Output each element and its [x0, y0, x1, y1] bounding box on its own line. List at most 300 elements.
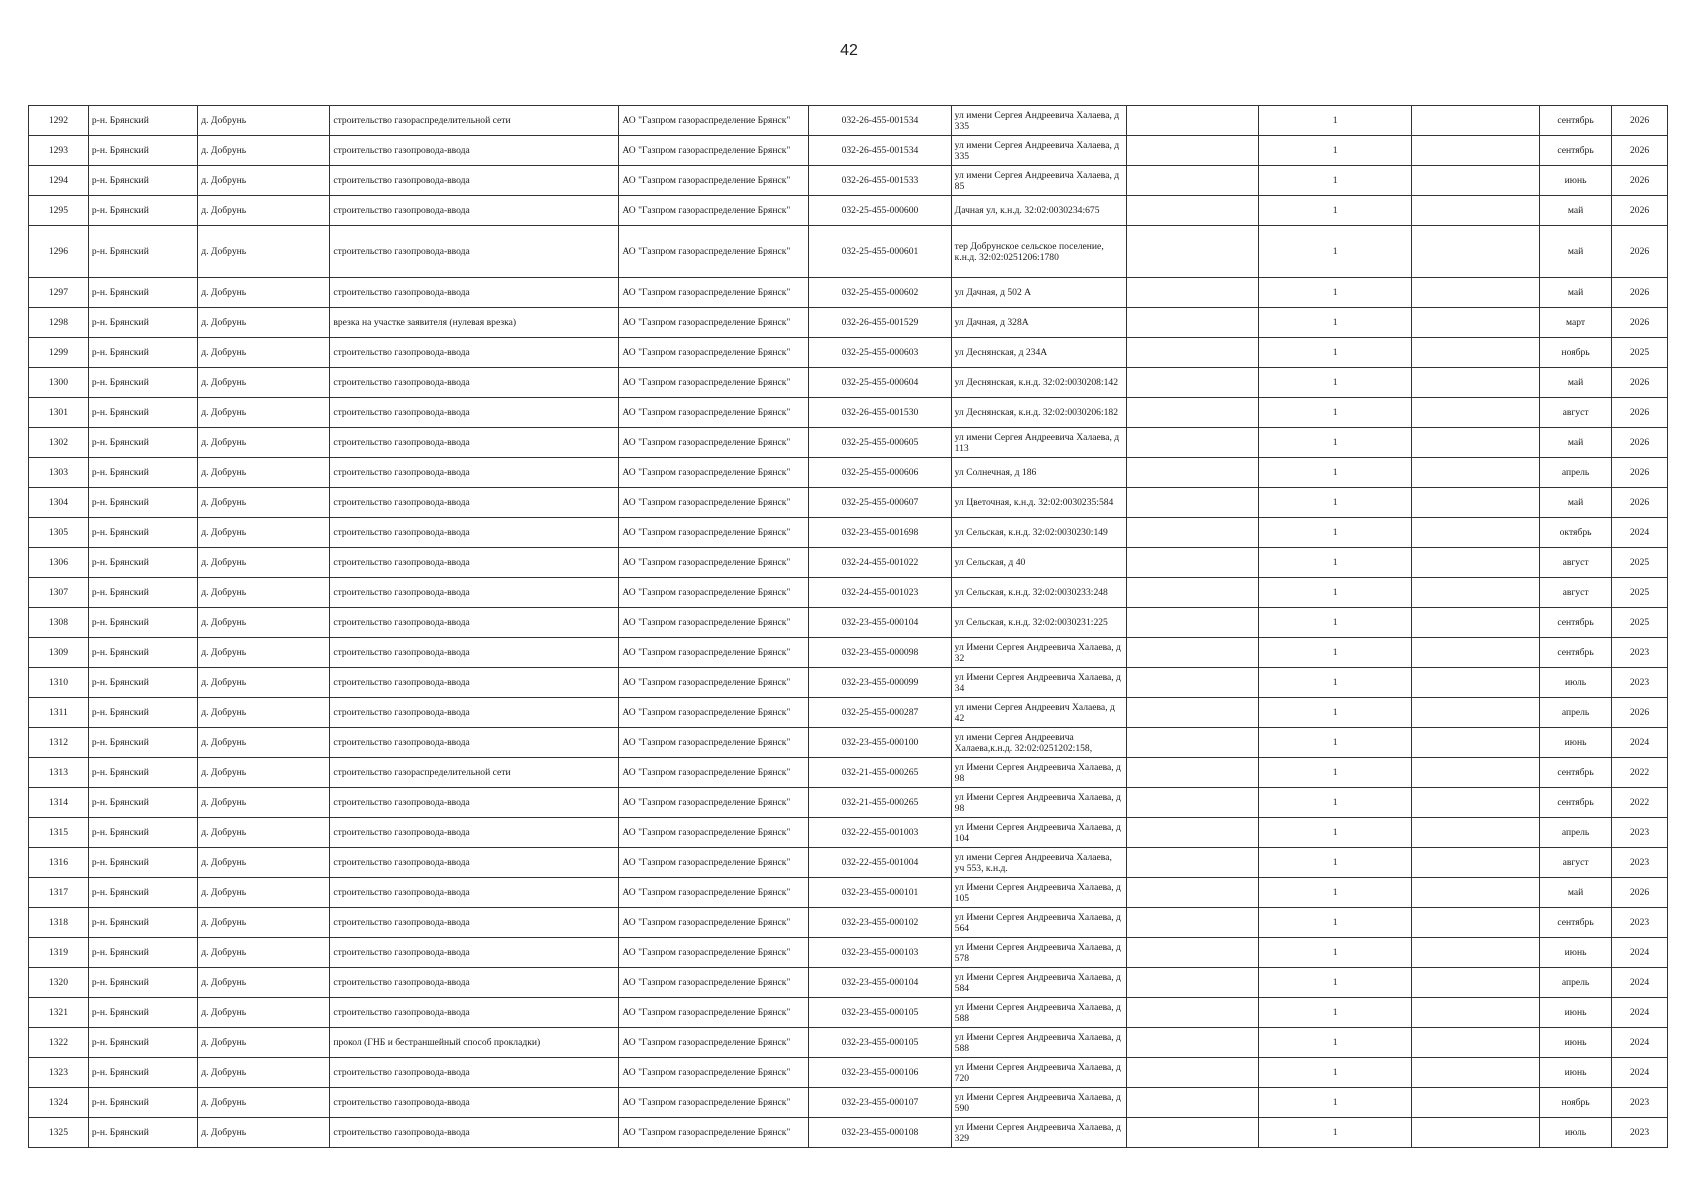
district-cell: р-н. Брянский — [88, 548, 197, 578]
month-cell: август — [1539, 548, 1611, 578]
count-cell: 1 — [1259, 668, 1412, 698]
address-cell: ул Имени Сергея Андреевича Халаева, д 104 — [951, 818, 1126, 848]
locality-cell: д. Добрунь — [198, 698, 330, 728]
address-cell: ул Дачная, д 502 А — [951, 278, 1126, 308]
count-cell: 1 — [1259, 278, 1412, 308]
year-cell: 2022 — [1612, 788, 1668, 818]
locality-cell: д. Добрунь — [198, 668, 330, 698]
address-cell: ул Цветочная, к.н.д. 32:02:0030235:584 — [951, 488, 1126, 518]
count-cell: 1 — [1259, 308, 1412, 338]
row-number: 1315 — [29, 818, 89, 848]
application-code-cell: 032-23-455-000099 — [809, 668, 951, 698]
month-cell: апрель — [1539, 968, 1611, 998]
application-code-cell: 032-22-455-001003 — [809, 818, 951, 848]
year-cell: 2026 — [1612, 196, 1668, 226]
row-number: 1317 — [29, 878, 89, 908]
year-cell: 2023 — [1612, 818, 1668, 848]
work-type-cell: строительство газопровода-ввода — [330, 788, 619, 818]
count-cell: 1 — [1259, 488, 1412, 518]
empty-cell — [1127, 878, 1259, 908]
empty-cell — [1127, 166, 1259, 196]
count-cell: 1 — [1259, 788, 1412, 818]
locality-cell: д. Добрунь — [198, 308, 330, 338]
month-cell: июнь — [1539, 166, 1611, 196]
application-code-cell: 032-26-455-001534 — [809, 106, 951, 136]
month-cell: июнь — [1539, 938, 1611, 968]
address-cell: ул Имени Сергея Андреевича Халаева, д 720 — [951, 1058, 1126, 1088]
work-type-cell: строительство газопровода-ввода — [330, 548, 619, 578]
table-row — [29, 698, 1668, 728]
row-number: 1294 — [29, 166, 89, 196]
year-cell: 2024 — [1612, 968, 1668, 998]
table-row — [29, 818, 1668, 848]
table-body — [29, 106, 1668, 1148]
address-cell: ул Имени Сергея Андреевича Халаева, д 584 — [951, 968, 1126, 998]
empty-cell — [1411, 1028, 1539, 1058]
empty-cell — [1127, 818, 1259, 848]
empty-cell — [1411, 878, 1539, 908]
table-row — [29, 998, 1668, 1028]
table-row — [29, 578, 1668, 608]
month-cell: сентябрь — [1539, 758, 1611, 788]
work-type-cell: строительство газопровода-ввода — [330, 488, 619, 518]
locality-cell: д. Добрунь — [198, 548, 330, 578]
row-number: 1323 — [29, 1058, 89, 1088]
empty-cell — [1127, 338, 1259, 368]
locality-cell: д. Добрунь — [198, 608, 330, 638]
address-cell: ул Деснянская, д 234А — [951, 338, 1126, 368]
application-code-cell: 032-22-455-001004 — [809, 848, 951, 878]
year-cell: 2023 — [1612, 1088, 1668, 1118]
table-row — [29, 106, 1668, 136]
count-cell: 1 — [1259, 548, 1412, 578]
locality-cell: д. Добрунь — [198, 638, 330, 668]
address-cell: ул имени Сергея Андреевича Халаева, д 335 — [951, 136, 1126, 166]
year-cell: 2025 — [1612, 578, 1668, 608]
page-number: 42 — [840, 42, 858, 59]
empty-cell — [1127, 428, 1259, 458]
table-row — [29, 488, 1668, 518]
empty-cell — [1411, 668, 1539, 698]
work-type-cell: строительство газопровода-ввода — [330, 368, 619, 398]
district-cell: р-н. Брянский — [88, 728, 197, 758]
count-cell: 1 — [1259, 908, 1412, 938]
row-number: 1302 — [29, 428, 89, 458]
empty-cell — [1127, 668, 1259, 698]
year-cell: 2026 — [1612, 226, 1668, 278]
work-type-cell: строительство газопровода-ввода — [330, 1118, 619, 1148]
district-cell: р-н. Брянский — [88, 608, 197, 638]
empty-cell — [1411, 428, 1539, 458]
organization-cell: АО "Газпром газораспределение Брянск" — [619, 278, 809, 308]
organization-cell: АО "Газпром газораспределение Брянск" — [619, 368, 809, 398]
row-number: 1308 — [29, 608, 89, 638]
application-code-cell: 032-23-455-001698 — [809, 518, 951, 548]
year-cell: 2026 — [1612, 488, 1668, 518]
empty-cell — [1411, 136, 1539, 166]
row-number: 1307 — [29, 578, 89, 608]
table-row — [29, 638, 1668, 668]
address-cell: ул имени Сергея Андреевича Халаева, д 113 — [951, 428, 1126, 458]
empty-cell — [1411, 518, 1539, 548]
locality-cell: д. Добрунь — [198, 398, 330, 428]
district-cell: р-н. Брянский — [88, 1058, 197, 1088]
work-type-cell: строительство газопровода-ввода — [330, 1058, 619, 1088]
month-cell: май — [1539, 368, 1611, 398]
empty-cell — [1411, 848, 1539, 878]
locality-cell: д. Добрунь — [198, 788, 330, 818]
application-code-cell: 032-26-455-001530 — [809, 398, 951, 428]
year-cell: 2026 — [1612, 428, 1668, 458]
count-cell: 1 — [1259, 1088, 1412, 1118]
table-row — [29, 278, 1668, 308]
work-type-cell: строительство газопровода-ввода — [330, 608, 619, 638]
table-row — [29, 196, 1668, 226]
work-type-cell: строительство газопровода-ввода — [330, 968, 619, 998]
locality-cell: д. Добрунь — [198, 938, 330, 968]
empty-cell — [1127, 196, 1259, 226]
table-row — [29, 908, 1668, 938]
organization-cell: АО "Газпром газораспределение Брянск" — [619, 818, 809, 848]
month-cell: сентябрь — [1539, 638, 1611, 668]
month-cell: ноябрь — [1539, 338, 1611, 368]
empty-cell — [1127, 698, 1259, 728]
district-cell: р-н. Брянский — [88, 136, 197, 166]
table-row — [29, 968, 1668, 998]
count-cell: 1 — [1259, 878, 1412, 908]
work-type-cell: строительство газопровода-ввода — [330, 818, 619, 848]
empty-cell — [1127, 488, 1259, 518]
empty-cell — [1127, 578, 1259, 608]
locality-cell: д. Добрунь — [198, 1058, 330, 1088]
address-cell: ул Сельская, к.н.д. 32:02:0030231:225 — [951, 608, 1126, 638]
address-cell: ул Деснянская, к.н.д. 32:02:0030206:182 — [951, 398, 1126, 428]
address-cell: ул Имени Сергея Андреевича Халаева, д 329 — [951, 1118, 1126, 1148]
address-cell: ул Сельская, к.н.д. 32:02:0030233:248 — [951, 578, 1126, 608]
organization-cell: АО "Газпром газораспределение Брянск" — [619, 788, 809, 818]
address-cell: ул имени Сергея Андреевича Халаева, д 85 — [951, 166, 1126, 196]
count-cell: 1 — [1259, 226, 1412, 278]
year-cell: 2026 — [1612, 308, 1668, 338]
empty-cell — [1127, 758, 1259, 788]
district-cell: р-н. Брянский — [88, 308, 197, 338]
organization-cell: АО "Газпром газораспределение Брянск" — [619, 428, 809, 458]
organization-cell: АО "Газпром газораспределение Брянск" — [619, 848, 809, 878]
application-code-cell: 032-25-455-000604 — [809, 368, 951, 398]
year-cell: 2023 — [1612, 668, 1668, 698]
application-code-cell: 032-23-455-000104 — [809, 608, 951, 638]
locality-cell: д. Добрунь — [198, 106, 330, 136]
work-type-cell: строительство газопровода-ввода — [330, 998, 619, 1028]
schedule-table — [28, 105, 1668, 1148]
empty-cell — [1411, 488, 1539, 518]
empty-cell — [1411, 698, 1539, 728]
district-cell: р-н. Брянский — [88, 428, 197, 458]
organization-cell: АО "Газпром газораспределение Брянск" — [619, 488, 809, 518]
row-number: 1298 — [29, 308, 89, 338]
count-cell: 1 — [1259, 368, 1412, 398]
count-cell: 1 — [1259, 398, 1412, 428]
table-row — [29, 166, 1668, 196]
address-cell: ул Имени Сергея Андреевича Халаева, д 564 — [951, 908, 1126, 938]
year-cell: 2024 — [1612, 518, 1668, 548]
organization-cell: АО "Газпром газораспределение Брянск" — [619, 938, 809, 968]
row-number: 1299 — [29, 338, 89, 368]
empty-cell — [1411, 968, 1539, 998]
table-row — [29, 1058, 1668, 1088]
empty-cell — [1411, 578, 1539, 608]
work-type-cell: строительство газопровода-ввода — [330, 878, 619, 908]
year-cell: 2026 — [1612, 368, 1668, 398]
application-code-cell: 032-23-455-000100 — [809, 728, 951, 758]
count-cell: 1 — [1259, 338, 1412, 368]
organization-cell: АО "Газпром газораспределение Брянск" — [619, 968, 809, 998]
row-number: 1304 — [29, 488, 89, 518]
organization-cell: АО "Газпром газораспределение Брянск" — [619, 998, 809, 1028]
table-row — [29, 428, 1668, 458]
year-cell: 2023 — [1612, 908, 1668, 938]
row-number: 1324 — [29, 1088, 89, 1118]
locality-cell: д. Добрунь — [198, 428, 330, 458]
application-code-cell: 032-24-455-001023 — [809, 578, 951, 608]
application-code-cell: 032-25-455-000600 — [809, 196, 951, 226]
application-code-cell: 032-26-455-001529 — [809, 308, 951, 338]
application-code-cell: 032-25-455-000601 — [809, 226, 951, 278]
empty-cell — [1411, 548, 1539, 578]
address-cell: ул Сельская, к.н.д. 32:02:0030230:149 — [951, 518, 1126, 548]
row-number: 1305 — [29, 518, 89, 548]
empty-cell — [1127, 908, 1259, 938]
row-number: 1322 — [29, 1028, 89, 1058]
work-type-cell: строительство газопровода-ввода — [330, 728, 619, 758]
row-number: 1309 — [29, 638, 89, 668]
address-cell: ул имени Сергея Андреевича Халаева, д 335 — [951, 106, 1126, 136]
locality-cell: д. Добрунь — [198, 848, 330, 878]
count-cell: 1 — [1259, 968, 1412, 998]
work-type-cell: строительство газопровода-ввода — [330, 638, 619, 668]
empty-cell — [1411, 788, 1539, 818]
locality-cell: д. Добрунь — [198, 908, 330, 938]
empty-cell — [1127, 848, 1259, 878]
table-row — [29, 878, 1668, 908]
district-cell: р-н. Брянский — [88, 788, 197, 818]
row-number: 1319 — [29, 938, 89, 968]
organization-cell: АО "Газпром газораспределение Брянск" — [619, 668, 809, 698]
count-cell: 1 — [1259, 578, 1412, 608]
count-cell: 1 — [1259, 428, 1412, 458]
count-cell: 1 — [1259, 998, 1412, 1028]
count-cell: 1 — [1259, 1058, 1412, 1088]
empty-cell — [1411, 368, 1539, 398]
work-type-cell: прокол (ГНБ и бестраншейный способ прокладки) — [330, 1028, 619, 1058]
organization-cell: АО "Газпром газораспределение Брянск" — [619, 398, 809, 428]
table-row — [29, 458, 1668, 488]
month-cell: сентябрь — [1539, 788, 1611, 818]
empty-cell — [1411, 1088, 1539, 1118]
empty-cell — [1411, 338, 1539, 368]
month-cell: май — [1539, 226, 1611, 278]
locality-cell: д. Добрунь — [198, 196, 330, 226]
address-cell: ул Имени Сергея Андреевича Халаева, д 32 — [951, 638, 1126, 668]
locality-cell: д. Добрунь — [198, 488, 330, 518]
application-code-cell: 032-25-455-000606 — [809, 458, 951, 488]
row-number: 1325 — [29, 1118, 89, 1148]
application-code-cell: 032-23-455-000105 — [809, 998, 951, 1028]
row-number: 1297 — [29, 278, 89, 308]
district-cell: р-н. Брянский — [88, 998, 197, 1028]
locality-cell: д. Добрунь — [198, 758, 330, 788]
district-cell: р-н. Брянский — [88, 1118, 197, 1148]
application-code-cell: 032-23-455-000105 — [809, 1028, 951, 1058]
year-cell: 2025 — [1612, 338, 1668, 368]
month-cell: май — [1539, 488, 1611, 518]
district-cell: р-н. Брянский — [88, 1028, 197, 1058]
locality-cell: д. Добрунь — [198, 368, 330, 398]
application-code-cell: 032-25-455-000602 — [809, 278, 951, 308]
year-cell: 2023 — [1612, 638, 1668, 668]
address-cell: ул Имени Сергея Андреевича Халаева, д 34 — [951, 668, 1126, 698]
empty-cell — [1127, 136, 1259, 166]
organization-cell: АО "Газпром газораспределение Брянск" — [619, 308, 809, 338]
year-cell: 2026 — [1612, 398, 1668, 428]
address-cell: ул Имени Сергея Андреевича Халаева, д 588 — [951, 998, 1126, 1028]
month-cell: май — [1539, 878, 1611, 908]
empty-cell — [1411, 938, 1539, 968]
locality-cell: д. Добрунь — [198, 166, 330, 196]
count-cell: 1 — [1259, 106, 1412, 136]
application-code-cell: 032-23-455-000108 — [809, 1118, 951, 1148]
table-row — [29, 368, 1668, 398]
locality-cell: д. Добрунь — [198, 578, 330, 608]
empty-cell — [1127, 638, 1259, 668]
organization-cell: АО "Газпром газораспределение Брянск" — [619, 638, 809, 668]
district-cell: р-н. Брянский — [88, 908, 197, 938]
row-number: 1318 — [29, 908, 89, 938]
row-number: 1321 — [29, 998, 89, 1028]
table-row — [29, 548, 1668, 578]
district-cell: р-н. Брянский — [88, 968, 197, 998]
year-cell: 2023 — [1612, 1118, 1668, 1148]
organization-cell: АО "Газпром газораспределение Брянск" — [619, 758, 809, 788]
work-type-cell: строительство газопровода-ввода — [330, 698, 619, 728]
month-cell: май — [1539, 428, 1611, 458]
address-cell: ул Сельская, д 40 — [951, 548, 1126, 578]
organization-cell: АО "Газпром газораспределение Брянск" — [619, 136, 809, 166]
address-cell: тер Добрунское сельское поселение, к.н.д. 32:02:0251206:1780 — [951, 226, 1126, 278]
locality-cell: д. Добрунь — [198, 136, 330, 166]
table-row — [29, 308, 1668, 338]
organization-cell: АО "Газпром газораспределение Брянск" — [619, 338, 809, 368]
row-number: 1293 — [29, 136, 89, 166]
row-number: 1296 — [29, 226, 89, 278]
empty-cell — [1411, 278, 1539, 308]
count-cell: 1 — [1259, 166, 1412, 196]
district-cell: р-н. Брянский — [88, 458, 197, 488]
work-type-cell: строительство газопровода-ввода — [330, 398, 619, 428]
work-type-cell: строительство газораспределительной сети — [330, 106, 619, 136]
work-type-cell: строительство газопровода-ввода — [330, 458, 619, 488]
month-cell: август — [1539, 848, 1611, 878]
year-cell: 2026 — [1612, 458, 1668, 488]
count-cell: 1 — [1259, 818, 1412, 848]
month-cell: июнь — [1539, 998, 1611, 1028]
table-row — [29, 398, 1668, 428]
district-cell: р-н. Брянский — [88, 578, 197, 608]
empty-cell — [1411, 1118, 1539, 1148]
address-cell: ул Деснянская, к.н.д. 32:02:0030208:142 — [951, 368, 1126, 398]
empty-cell — [1411, 1058, 1539, 1088]
table-row — [29, 848, 1668, 878]
work-type-cell: строительство газопровода-ввода — [330, 668, 619, 698]
month-cell: октябрь — [1539, 518, 1611, 548]
count-cell: 1 — [1259, 698, 1412, 728]
application-code-cell: 032-25-455-000605 — [809, 428, 951, 458]
organization-cell: АО "Газпром газораспределение Брянск" — [619, 1028, 809, 1058]
district-cell: р-н. Брянский — [88, 106, 197, 136]
empty-cell — [1127, 968, 1259, 998]
locality-cell: д. Добрунь — [198, 1088, 330, 1118]
table-row — [29, 1088, 1668, 1118]
row-number: 1301 — [29, 398, 89, 428]
month-cell: сентябрь — [1539, 136, 1611, 166]
work-type-cell: строительство газопровода-ввода — [330, 428, 619, 458]
application-code-cell: 032-25-455-000607 — [809, 488, 951, 518]
district-cell: р-н. Брянский — [88, 166, 197, 196]
organization-cell: АО "Газпром газораспределение Брянск" — [619, 518, 809, 548]
locality-cell: д. Добрунь — [198, 278, 330, 308]
organization-cell: АО "Газпром газораспределение Брянск" — [619, 608, 809, 638]
empty-cell — [1127, 1028, 1259, 1058]
year-cell: 2026 — [1612, 878, 1668, 908]
count-cell: 1 — [1259, 1118, 1412, 1148]
address-cell: ул Солнечная, д 186 — [951, 458, 1126, 488]
table-row — [29, 226, 1668, 278]
locality-cell: д. Добрунь — [198, 338, 330, 368]
locality-cell: д. Добрунь — [198, 968, 330, 998]
empty-cell — [1411, 998, 1539, 1028]
organization-cell: АО "Газпром газораспределение Брянск" — [619, 878, 809, 908]
table-row — [29, 136, 1668, 166]
month-cell: март — [1539, 308, 1611, 338]
work-type-cell: строительство газопровода-ввода — [330, 518, 619, 548]
month-cell: август — [1539, 398, 1611, 428]
district-cell: р-н. Брянский — [88, 398, 197, 428]
organization-cell: АО "Газпром газораспределение Брянск" — [619, 106, 809, 136]
month-cell: август — [1539, 578, 1611, 608]
month-cell: апрель — [1539, 458, 1611, 488]
empty-cell — [1127, 1058, 1259, 1088]
district-cell: р-н. Брянский — [88, 878, 197, 908]
month-cell: сентябрь — [1539, 608, 1611, 638]
empty-cell — [1411, 458, 1539, 488]
year-cell: 2025 — [1612, 548, 1668, 578]
application-code-cell: 032-23-455-000106 — [809, 1058, 951, 1088]
month-cell: июнь — [1539, 1058, 1611, 1088]
district-cell: р-н. Брянский — [88, 196, 197, 226]
district-cell: р-н. Брянский — [88, 226, 197, 278]
work-type-cell: строительство газораспределительной сети — [330, 758, 619, 788]
month-cell: апрель — [1539, 818, 1611, 848]
locality-cell: д. Добрунь — [198, 1028, 330, 1058]
locality-cell: д. Добрунь — [198, 998, 330, 1028]
work-type-cell: строительство газопровода-ввода — [330, 166, 619, 196]
application-code-cell: 032-21-455-000265 — [809, 788, 951, 818]
year-cell: 2026 — [1612, 136, 1668, 166]
organization-cell: АО "Газпром газораспределение Брянск" — [619, 698, 809, 728]
locality-cell: д. Добрунь — [198, 458, 330, 488]
organization-cell: АО "Газпром газораспределение Брянск" — [619, 1088, 809, 1118]
organization-cell: АО "Газпром газораспределение Брянск" — [619, 908, 809, 938]
